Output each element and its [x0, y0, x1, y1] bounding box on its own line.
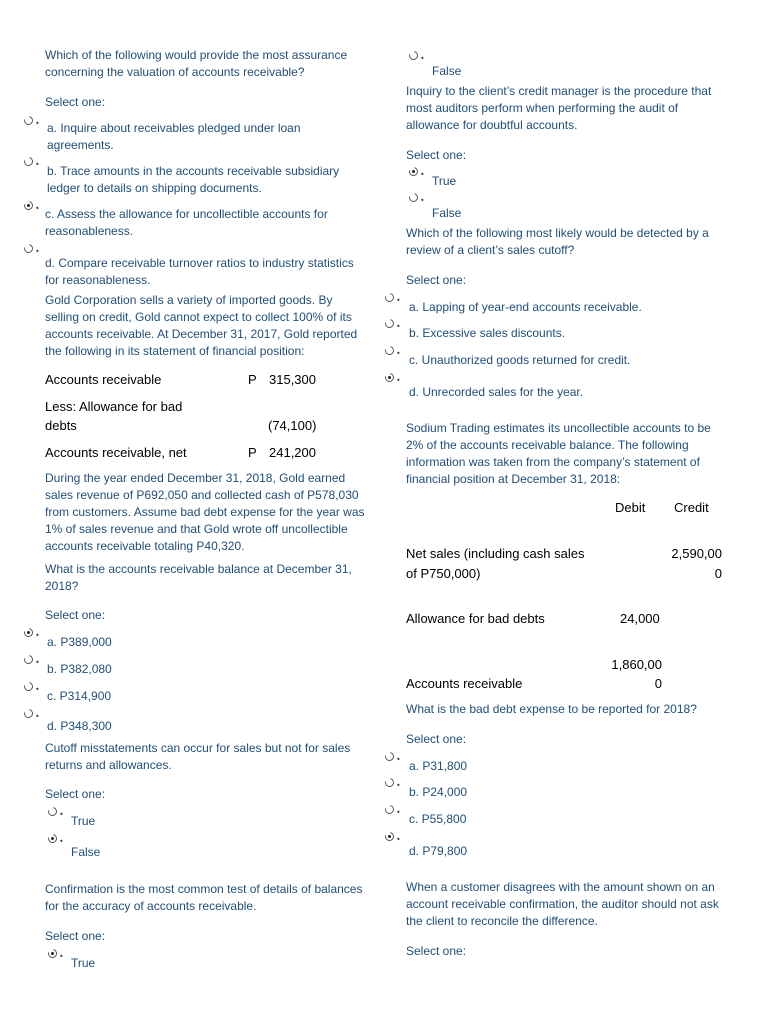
- option-text: False: [71, 845, 101, 859]
- currency-symbol: P: [248, 372, 257, 387]
- option-text: c. P314,900: [47, 689, 112, 703]
- option-text: b. P382,080: [47, 662, 112, 676]
- question-2-body: During the year ended December 31, 2018, Gold earned sales revenue of P692,050 and collected cash of P578,030 from customers. Assume bad debt expense for the year was 1% of sales revenue and that Gold wrote off uncollectible accounts receivable totaling P40,320.: [45, 471, 365, 553]
- option-text: d. Compare receivable turnover ratios to industry statistics for reasonableness.: [45, 256, 354, 287]
- allowance-debit: 24,000: [620, 611, 660, 626]
- net-sales-label-line2: of P750,000): [406, 566, 481, 581]
- radio-button-selected[interactable]: [22, 626, 34, 638]
- question-4-text: Confirmation is the most common test of details of balances for the accuracy of accounts receivable.: [45, 882, 363, 913]
- radio-button[interactable]: [383, 291, 395, 303]
- net-sales-credit-line1: 2,590,00: [671, 546, 722, 561]
- select-one-label: Select one:: [406, 944, 467, 958]
- option-text: b. Excessive sales discounts.: [409, 326, 566, 340]
- question-2-text: What is the accounts receivable balance at December 31, 2018?: [45, 562, 352, 593]
- radio-button-selected[interactable]: [407, 165, 419, 177]
- debit-header: Debit: [615, 500, 646, 515]
- radio-button[interactable]: [22, 242, 34, 254]
- net-sales-credit-line2: 0: [714, 566, 722, 581]
- allowance-label: Allowance for bad debts: [406, 611, 545, 626]
- option-text: a. P389,000: [47, 635, 112, 649]
- radio-button[interactable]: [383, 750, 395, 762]
- radio-button[interactable]: [22, 155, 34, 167]
- credit-header: Credit: [674, 500, 709, 515]
- radio-button[interactable]: [22, 114, 34, 126]
- question-8-text: When a customer disagrees with the amount shown on an account receivable confirmation, the auditor should not ask the client to reconcile the difference.: [406, 880, 719, 928]
- select-one-label: Select one:: [45, 929, 106, 943]
- allowance-label-line1: Less: Allowance for bad: [45, 399, 183, 414]
- radio-button[interactable]: [22, 680, 34, 692]
- radio-button[interactable]: [22, 707, 34, 719]
- question-7-intro: Sodium Trading estimates its uncollectible accounts to be 2% of the accounts receivable balance. The following information was taken from the company’s statement of financial position at December 31, 2018:: [406, 421, 711, 486]
- select-one-label: Select one:: [45, 95, 106, 109]
- net-sales-label-line1: Net sales (including cash sales: [406, 546, 585, 561]
- option-text: d. P348,300: [47, 719, 112, 733]
- radio-button[interactable]: [383, 803, 395, 815]
- question-6-text: Which of the following most likely would be detected by a review of a client’s sales cutoff?: [406, 226, 709, 257]
- option-text: d. Unrecorded sales for the year.: [409, 385, 584, 399]
- net-ar-value: 241,200: [269, 445, 316, 460]
- ar-debit-line2: 0: [654, 676, 662, 691]
- select-one-label: Select one:: [406, 273, 467, 287]
- radio-button-selected[interactable]: [46, 832, 58, 844]
- question-2-intro: Gold Corporation sells a variety of imported goods. By selling on credit, Gold cannot expect to collect 100% of its accounts receivable. At December 31, 2017, Gold reported the following in its statement of financial position:: [45, 293, 358, 358]
- option-text: c. P55,800: [409, 812, 467, 826]
- select-one-label: Select one:: [406, 148, 467, 162]
- select-one-label: Select one:: [45, 608, 106, 622]
- select-one-label: Select one:: [406, 732, 467, 746]
- radio-button[interactable]: [407, 191, 419, 203]
- radio-button[interactable]: [407, 49, 419, 61]
- option-text: a. P31,800: [409, 759, 468, 773]
- ar-label: Accounts receivable: [406, 676, 523, 691]
- ar-debit-line1: 1,860,00: [611, 657, 662, 672]
- option-text: False: [432, 206, 462, 220]
- allowance-value: (74,100): [268, 418, 317, 433]
- option-text: b. P24,000: [409, 785, 468, 799]
- net-ar-label: Accounts receivable, net: [45, 445, 187, 460]
- option-text: c. Unauthorized goods returned for credit.: [409, 353, 631, 367]
- radio-button-selected[interactable]: [383, 371, 395, 383]
- option-text: True: [432, 174, 457, 188]
- select-one-label: Select one:: [45, 787, 106, 801]
- option-text: False: [432, 64, 462, 78]
- option-text: a. Inquire about receivables pledged under loan agreements.: [47, 121, 301, 152]
- question-7-text: What is the bad debt expense to be reported for 2018?: [406, 702, 697, 716]
- radio-button[interactable]: [46, 805, 58, 817]
- question-3-text: Cutoff misstatements can occur for sales but not for sales returns and allowances.: [45, 741, 351, 772]
- radio-button-selected[interactable]: [22, 199, 34, 211]
- option-text: b. Trace amounts in the accounts receivable subsidiary ledger to details on shipping documents.: [47, 164, 340, 195]
- radio-button[interactable]: [383, 317, 395, 329]
- radio-button-selected[interactable]: [383, 830, 395, 842]
- radio-button[interactable]: [383, 344, 395, 356]
- currency-symbol: P: [248, 445, 257, 460]
- option-text: a. Lapping of year-end accounts receivable.: [409, 300, 642, 314]
- radio-button-selected[interactable]: [46, 947, 58, 959]
- ar-value: 315,300: [269, 372, 316, 387]
- option-text: True: [71, 956, 96, 970]
- option-text: d. P79,800: [409, 844, 468, 858]
- ar-label: Accounts receivable: [45, 372, 162, 387]
- radio-button[interactable]: [22, 653, 34, 665]
- question-1-text: Which of the following would provide the most assurance concerning the valuation of accounts receivable?: [45, 48, 348, 79]
- allowance-label-line2: debts: [45, 418, 77, 433]
- option-text: c. Assess the allowance for uncollectible accounts for reasonableness.: [45, 207, 328, 238]
- question-5-text: Inquiry to the client’s credit manager is the procedure that most auditors perform when performing the audit of allowance for doubtful accounts.: [406, 84, 712, 132]
- option-text: True: [71, 814, 96, 828]
- radio-button[interactable]: [383, 776, 395, 788]
